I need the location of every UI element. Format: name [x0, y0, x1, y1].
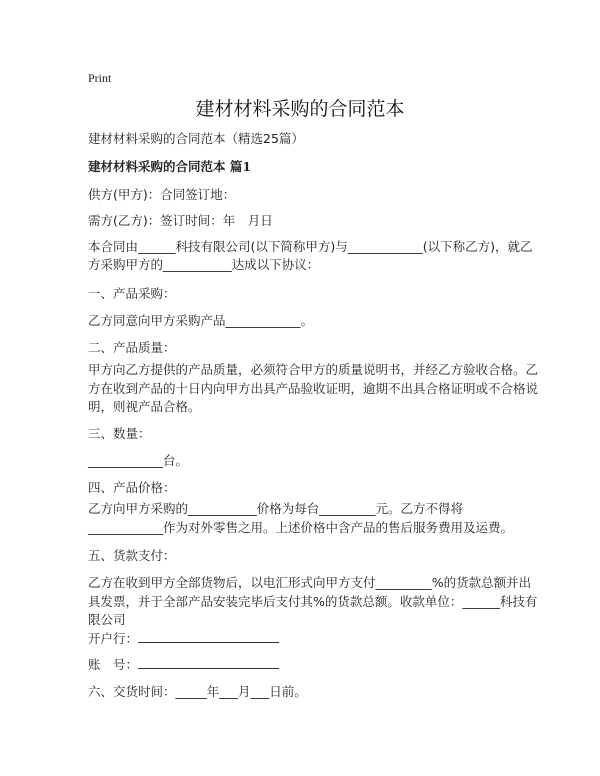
intro-line-1: 本合同由______科技有限公司(以下简称甲方)与____________(以下称乙方)，就乙: [88, 239, 533, 254]
section-3-heading: 三、数量：: [88, 426, 151, 441]
section-1-body: 乙方同意向甲方采购产品____________。: [88, 313, 314, 328]
section-2-line-2: 方在收到产品的十日内向甲方出具产品验收证明，逾期不出具合格证明或不合格说: [88, 381, 539, 396]
subtitle: 建材材料采购的合同范本（精选25篇）: [88, 131, 304, 146]
page-title: 建材材料采购的合同范本: [195, 98, 405, 120]
section-4-line-1: 乙方向甲方采购的___________价格为每台_________元。乙方不得将: [88, 501, 464, 516]
bank-blank: [138, 629, 279, 643]
section-heading: 建材材料采购的合同范本 篇1: [88, 159, 252, 174]
section-2-line-3: 明，则视产品合格。: [88, 399, 201, 414]
section-5-line-1: 乙方在收到甲方全部货物后，以电汇形式向甲方支付_________%的货款总额并出: [88, 575, 532, 590]
section-2-heading: 二、产品质量：: [88, 340, 176, 355]
supplier-line: 供方(甲方)：合同签订地：: [88, 187, 236, 202]
bank-line: [88, 629, 279, 648]
section-4-line-2: ____________作为对外零售之用。上述价格中含产品的售后服务费用及运费。: [88, 520, 514, 535]
account-line: [88, 655, 279, 674]
section-6: 六、交货时间：_____年___月___日前。: [88, 684, 307, 699]
section-3-body: ____________台。: [88, 453, 189, 468]
section-5-heading: 五、货款支付：: [88, 548, 176, 563]
account-label: 账 号：: [88, 657, 139, 672]
bank-label: 开户行：: [88, 631, 139, 646]
section-1-heading: 一、产品采购：: [88, 286, 176, 301]
section-5-line-3: 限公司: [88, 612, 126, 627]
print-label: Print: [88, 71, 112, 85]
section-4-heading: 四、产品价格：: [88, 480, 176, 495]
intro-line-2: 方采购甲方的___________达成以下协议：: [88, 257, 320, 272]
buyer-line: 需方(乙方)：签订时间：年 月日: [88, 213, 273, 228]
account-blank: [138, 655, 279, 669]
section-5-line-2: 具发票，并于全部产品安装完毕后支付其%的货款总额。收款单位：______科技有: [88, 594, 538, 609]
section-2-line-1: 甲方向乙方提供的产品质量，必须符合甲方的质量说明书，并经乙方验收合格。乙: [88, 362, 539, 377]
